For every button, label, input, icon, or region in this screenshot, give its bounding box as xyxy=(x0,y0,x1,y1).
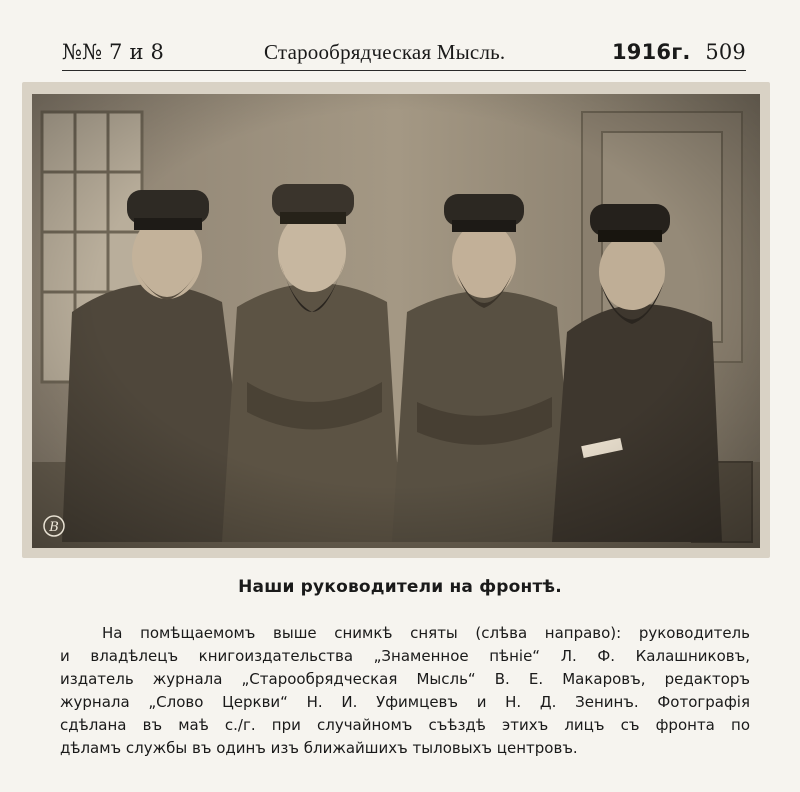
text-line: На помѣщаемомъ выше снимкѣ сняты (слѣва направо): руководитель xyxy=(102,624,750,642)
text-line: журнала „Слово Церкви“ Н. И. Уфимцевъ и Н. Д. Зенинъ. Фотографія xyxy=(60,693,750,711)
photographer-monogram: В xyxy=(49,520,59,535)
text-line: сдѣлана въ маѣ с./г. при случайномъ съѣздѣ этихъ лицъ съ фронта по xyxy=(60,716,750,734)
group-photograph xyxy=(22,82,770,558)
photo-caption: Наши руководители на фронтѣ. xyxy=(238,577,562,597)
issue-year: 1916г. xyxy=(612,40,691,64)
page-number: 509 xyxy=(705,40,746,64)
text-line: издатель журнала „Старообрядческая Мысль“ В. Е. Макаровъ, редакторъ xyxy=(60,670,750,688)
photo-illustration xyxy=(22,82,770,558)
journal-title: Старообрядческая Мысль. xyxy=(264,40,506,64)
issue-number: №№ 7 и 8 xyxy=(62,40,165,64)
text-line: дѣламъ службы въ одинъ изъ ближайшихъ тыловыхъ центровъ. xyxy=(60,739,578,757)
article-text xyxy=(60,622,750,760)
page-header xyxy=(62,38,746,71)
text-line: и владѣлецъ книгоиздательства „Знаменное пѣніе“ Л. Ф. Калашниковъ, xyxy=(60,647,750,665)
